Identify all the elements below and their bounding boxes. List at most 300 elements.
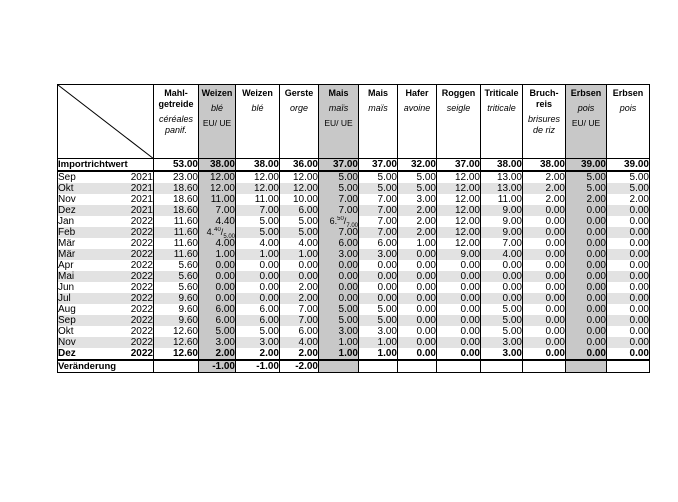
value-cell: 0.00 xyxy=(566,282,607,293)
value-cell: 12.00 xyxy=(437,216,481,227)
value-cell: 0.00 xyxy=(523,315,566,326)
value-cell: 0.00 xyxy=(437,260,481,271)
value-cell: 4.00 xyxy=(481,249,523,260)
value-cell: 12.00 xyxy=(236,183,280,194)
value-cell: 2.00 xyxy=(398,205,437,216)
value-cell: 3.00 xyxy=(481,337,523,348)
value-cell: 0.00 xyxy=(437,293,481,304)
year-cell: 2022 xyxy=(128,260,154,271)
month-cell: Sep xyxy=(58,315,128,326)
value-cell: 0.00 xyxy=(523,260,566,271)
value-cell: 5.60 xyxy=(154,282,199,293)
table-row xyxy=(58,183,650,194)
value-cell: 0.00 xyxy=(437,337,481,348)
month-cell: Mär xyxy=(58,249,128,260)
value-cell: 0.00 xyxy=(566,348,607,360)
value-cell: 5.00 xyxy=(398,183,437,194)
value-cell: 4.00 xyxy=(236,238,280,249)
value-cell: 11.60 xyxy=(154,238,199,249)
value-cell: 0.00 xyxy=(607,326,650,337)
value-cell: 0.00 xyxy=(398,348,437,360)
month-cell: Dez xyxy=(58,348,128,360)
column-header-fr: avoine xyxy=(403,103,431,113)
year-cell: 2022 xyxy=(128,282,154,293)
value-cell: 5.60 xyxy=(154,260,199,271)
month-cell: Dez xyxy=(58,205,128,216)
month-cell: Jul xyxy=(58,293,128,304)
value-cell: 0.00 xyxy=(566,249,607,260)
value-cell: 0.00 xyxy=(437,271,481,282)
value-cell: 5.00 xyxy=(319,304,359,315)
value-cell: 9.00 xyxy=(481,216,523,227)
value-cell: 0.00 xyxy=(398,271,437,282)
value-cell: 2.00 xyxy=(280,293,319,304)
value-cell: 0.00 xyxy=(607,282,650,293)
value-cell: 1.00 xyxy=(199,249,236,260)
value-cell: 12.00 xyxy=(437,194,481,205)
value-cell: 0.00 xyxy=(398,315,437,326)
month-cell: Okt xyxy=(58,326,128,337)
table-row xyxy=(58,205,650,216)
value-cell: 7.00 xyxy=(280,315,319,326)
year-cell: 2022 xyxy=(128,216,154,227)
value-cell: 0.00 xyxy=(437,282,481,293)
value-cell: 0.00 xyxy=(607,348,650,360)
column-header-fr: pois xyxy=(577,103,595,113)
value-cell: 13.00 xyxy=(481,171,523,183)
column-header-fr: maïs xyxy=(368,103,388,113)
value-cell: 12.00 xyxy=(437,205,481,216)
value-cell: 0.00 xyxy=(199,282,236,293)
value-cell: 0.00 xyxy=(236,260,280,271)
column-header-fr: triticale xyxy=(487,103,516,113)
value-cell: 0.00 xyxy=(398,337,437,348)
reference-value: 38.00 xyxy=(523,159,566,172)
value-cell: 0.00 xyxy=(398,293,437,304)
month-cell: Apr xyxy=(58,260,128,271)
value-cell: 0.00 xyxy=(607,227,650,238)
change-value: -1.00 xyxy=(236,360,280,373)
month-cell: Sep xyxy=(58,171,128,183)
value-cell: 2.00 xyxy=(523,183,566,194)
value-cell: 0.00 xyxy=(523,216,566,227)
table-row xyxy=(58,293,650,304)
column-header xyxy=(154,85,199,159)
reference-value: 53.00 xyxy=(154,159,199,172)
value-cell: 0.00 xyxy=(607,249,650,260)
value-cell: 10.00 xyxy=(280,194,319,205)
value-cell: 2.00 xyxy=(280,282,319,293)
year-cell: 2022 xyxy=(128,249,154,260)
value-cell: 0.00 xyxy=(523,282,566,293)
month-cell: Aug xyxy=(58,304,128,315)
value-cell: 7.00 xyxy=(280,304,319,315)
change-value: -1.00 xyxy=(199,360,236,373)
value-cell: 0.00 xyxy=(481,293,523,304)
value-cell: 13.00 xyxy=(481,183,523,194)
value-cell: 12.00 xyxy=(437,238,481,249)
column-header xyxy=(481,85,523,159)
value-cell: 0.00 xyxy=(566,271,607,282)
value-cell: 5.00 xyxy=(280,227,319,238)
value-cell: 7.00 xyxy=(199,205,236,216)
table-row xyxy=(58,271,650,282)
table-row xyxy=(58,337,650,348)
change-value xyxy=(319,360,359,373)
value-cell: 0.00 xyxy=(607,238,650,249)
value-cell: 0.00 xyxy=(566,337,607,348)
value-cell: 4.00 xyxy=(280,337,319,348)
value-cell: 12.60 xyxy=(154,348,199,360)
value-cell: 12.60 xyxy=(154,326,199,337)
column-header xyxy=(437,85,481,159)
value-cell: 0.00 xyxy=(523,205,566,216)
value-cell: 5.00 xyxy=(236,326,280,337)
column-header-fr: blé xyxy=(251,103,264,113)
value-cell: 5.00 xyxy=(319,171,359,183)
value-cell: 5.00 xyxy=(607,171,650,183)
value-cell: 0.00 xyxy=(566,304,607,315)
value-cell: 9.60 xyxy=(154,304,199,315)
value-cell: 0.00 xyxy=(607,293,650,304)
value-cell: 0.00 xyxy=(359,293,398,304)
value-cell: 5.00 xyxy=(359,171,398,183)
value-cell: 18.60 xyxy=(154,194,199,205)
value-cell: 7.00 xyxy=(359,227,398,238)
year-cell: 2022 xyxy=(128,304,154,315)
change-value xyxy=(359,360,398,373)
value-cell: 6.00 xyxy=(236,315,280,326)
column-header xyxy=(319,85,359,159)
value-cell: 2.00 xyxy=(236,348,280,360)
month-cell: Mär xyxy=(58,238,128,249)
table-row xyxy=(58,282,650,293)
value-cell: 7.00 xyxy=(359,216,398,227)
value-cell: 0.00 xyxy=(523,326,566,337)
value-cell: 11.60 xyxy=(154,216,199,227)
year-cell: 2022 xyxy=(128,337,154,348)
value-cell: 6.00 xyxy=(199,315,236,326)
value-cell: 0.00 xyxy=(199,271,236,282)
reference-value: 37.00 xyxy=(319,159,359,172)
table-row xyxy=(58,238,650,249)
reference-value: 38.00 xyxy=(236,159,280,172)
value-cell: 0.00 xyxy=(359,282,398,293)
value-cell: 0.00 xyxy=(607,337,650,348)
table-row xyxy=(58,194,650,205)
reference-value: 37.00 xyxy=(359,159,398,172)
column-header xyxy=(199,85,236,159)
year-cell: 2022 xyxy=(128,326,154,337)
value-cell: 0.00 xyxy=(566,260,607,271)
value-cell: 23.00 xyxy=(154,171,199,183)
value-cell: 0.00 xyxy=(319,271,359,282)
value-cell: 7.00 xyxy=(319,227,359,238)
column-header-de: Erbsen xyxy=(612,88,644,98)
value-cell: 0.00 xyxy=(566,293,607,304)
column-header-de: Hafer xyxy=(405,88,429,98)
value-cell xyxy=(199,227,236,238)
value-cell: 5.00 xyxy=(359,183,398,194)
value-cell: 6.00 xyxy=(236,304,280,315)
year-cell: 2022 xyxy=(128,271,154,282)
value-cell: 12.00 xyxy=(199,171,236,183)
reference-value: 36.00 xyxy=(280,159,319,172)
reference-label: Importrichtwert xyxy=(58,159,154,172)
value-cell: 5.00 xyxy=(236,216,280,227)
value-cell: 5.00 xyxy=(481,326,523,337)
value-cell: 0.00 xyxy=(437,326,481,337)
value-cell: 1.00 xyxy=(236,249,280,260)
value-cell: 2.00 xyxy=(523,171,566,183)
value-cell: 18.60 xyxy=(154,183,199,194)
value-cell: 3.00 xyxy=(398,194,437,205)
value-cell: 0.00 xyxy=(437,315,481,326)
value-cell: 6.00 xyxy=(280,205,319,216)
value-cell: 12.00 xyxy=(437,171,481,183)
value-cell: 0.00 xyxy=(481,271,523,282)
year-cell: 2022 xyxy=(128,348,154,360)
year-cell: 2021 xyxy=(128,171,154,183)
month-cell: Nov xyxy=(58,194,128,205)
value-cell: 0.00 xyxy=(199,260,236,271)
change-value xyxy=(398,360,437,373)
table-row xyxy=(58,249,650,260)
value-cell: 5.00 xyxy=(607,183,650,194)
value-cell: 2.00 xyxy=(566,194,607,205)
value-cell: 0.00 xyxy=(566,238,607,249)
value-cell: 0.00 xyxy=(319,293,359,304)
fraction-value: $6.50/_{7.00}$ xyxy=(329,216,358,227)
value-cell: 2.00 xyxy=(280,348,319,360)
table-row xyxy=(58,348,650,360)
value-cell: 5.00 xyxy=(319,315,359,326)
year-cell: 2021 xyxy=(128,183,154,194)
value-cell: 0.00 xyxy=(319,282,359,293)
column-header xyxy=(398,85,437,159)
value-cell: 3.00 xyxy=(359,249,398,260)
value-cell: 1.00 xyxy=(359,348,398,360)
value-cell: 0.00 xyxy=(523,249,566,260)
column-header-de: Erbsen xyxy=(570,88,602,98)
year-cell: 2021 xyxy=(128,205,154,216)
value-cell: 0.00 xyxy=(523,304,566,315)
column-header-eu: EU/ UE xyxy=(571,118,601,128)
column-header-de: Bruch- reis xyxy=(529,88,559,109)
value-cell: 6.00 xyxy=(319,238,359,249)
value-cell: 7.00 xyxy=(236,205,280,216)
table-row xyxy=(58,304,650,315)
column-header-fr: brisures de riz xyxy=(527,114,560,135)
year-cell: 2022 xyxy=(128,238,154,249)
value-cell: 2.00 xyxy=(398,216,437,227)
table-row xyxy=(58,315,650,326)
month-cell: Mai xyxy=(58,271,128,282)
value-cell: 4.00 xyxy=(199,238,236,249)
column-header-fr: seigle xyxy=(446,103,471,113)
value-cell: 12.00 xyxy=(437,183,481,194)
value-cell: 0.00 xyxy=(398,249,437,260)
value-cell: 0.00 xyxy=(607,260,650,271)
column-header xyxy=(236,85,280,159)
column-header-de: Weizen xyxy=(242,88,273,98)
value-cell: 5.00 xyxy=(319,183,359,194)
year-cell: 2022 xyxy=(128,293,154,304)
value-cell: 5.00 xyxy=(236,227,280,238)
value-cell: 0.00 xyxy=(398,260,437,271)
value-cell: 5.00 xyxy=(280,216,319,227)
column-header-fr: maïs xyxy=(328,103,349,113)
change-value xyxy=(154,360,199,373)
value-cell: 9.00 xyxy=(481,227,523,238)
value-cell: 0.00 xyxy=(199,293,236,304)
value-cell: 0.00 xyxy=(398,304,437,315)
month-cell: Feb xyxy=(58,227,128,238)
value-cell: 7.00 xyxy=(319,205,359,216)
value-cell: 0.00 xyxy=(607,315,650,326)
value-cell: 0.00 xyxy=(398,326,437,337)
value-cell: 12.00 xyxy=(199,183,236,194)
value-cell: 7.00 xyxy=(359,194,398,205)
value-cell: 0.00 xyxy=(607,271,650,282)
value-cell: 12.00 xyxy=(236,171,280,183)
value-cell: 0.00 xyxy=(481,282,523,293)
column-header-fr: orge xyxy=(289,103,308,113)
value-cell: 12.00 xyxy=(280,171,319,183)
column-header xyxy=(566,85,607,159)
value-cell: 0.00 xyxy=(566,326,607,337)
value-cell: 7.00 xyxy=(359,205,398,216)
value-cell: 0.00 xyxy=(566,315,607,326)
value-cell: 2.00 xyxy=(607,194,650,205)
value-cell: 0.00 xyxy=(523,337,566,348)
change-value xyxy=(437,360,481,373)
value-cell: 0.00 xyxy=(236,271,280,282)
diagonal-line xyxy=(58,85,154,159)
value-cell: 11.00 xyxy=(236,194,280,205)
value-cell: 9.00 xyxy=(481,205,523,216)
value-cell: 0.00 xyxy=(523,348,566,360)
change-value xyxy=(607,360,650,373)
value-cell: 4.00 xyxy=(280,238,319,249)
column-header-fr: pois xyxy=(619,103,637,113)
column-header-eu: EU/ UE xyxy=(324,118,353,128)
value-cell: 0.00 xyxy=(523,238,566,249)
value-cell: 0.00 xyxy=(607,205,650,216)
column-header-eu: EU/ UE xyxy=(202,118,232,128)
column-header xyxy=(359,85,398,159)
value-cell: 6.00 xyxy=(359,238,398,249)
column-header-de: Roggen xyxy=(441,88,476,98)
column-header-de: Triticale xyxy=(484,88,519,98)
month-cell: Nov xyxy=(58,337,128,348)
value-cell: 0.00 xyxy=(523,227,566,238)
value-cell: 0.00 xyxy=(359,260,398,271)
value-cell: 1.00 xyxy=(280,249,319,260)
value-cell: 0.00 xyxy=(607,304,650,315)
column-header-de: Mais xyxy=(367,88,388,98)
value-cell: 5.00 xyxy=(481,304,523,315)
change-value xyxy=(523,360,566,373)
value-cell: 0.00 xyxy=(523,271,566,282)
table-row xyxy=(58,260,650,271)
table-row xyxy=(58,227,650,238)
table-row xyxy=(58,326,650,337)
change-value: -2.00 xyxy=(280,360,319,373)
value-cell: 9.60 xyxy=(154,315,199,326)
value-cell: 7.00 xyxy=(319,194,359,205)
reference-row xyxy=(58,159,650,172)
value-cell: 0.00 xyxy=(236,293,280,304)
column-header-de: Mahl- getreide xyxy=(158,88,194,109)
change-row xyxy=(58,360,650,373)
value-cell: 2.00 xyxy=(523,194,566,205)
value-cell: 11.60 xyxy=(154,249,199,260)
value-cell: 6.00 xyxy=(280,326,319,337)
value-cell: 12.00 xyxy=(437,227,481,238)
value-cell: 3.00 xyxy=(319,249,359,260)
value-cell: 0.00 xyxy=(566,227,607,238)
value-cell: 18.60 xyxy=(154,205,199,216)
value-cell: 2.00 xyxy=(199,348,236,360)
value-cell: 5.00 xyxy=(566,183,607,194)
value-cell: 0.00 xyxy=(607,216,650,227)
column-header-de: Mais xyxy=(328,88,349,98)
value-cell: 3.00 xyxy=(319,326,359,337)
value-cell: 5.00 xyxy=(199,326,236,337)
value-cell xyxy=(319,216,359,227)
value-cell: 1.00 xyxy=(398,238,437,249)
value-cell: 5.00 xyxy=(398,171,437,183)
change-label: Veränderung xyxy=(58,360,154,373)
year-cell: 2022 xyxy=(128,227,154,238)
header-row xyxy=(58,85,650,159)
value-cell: 0.00 xyxy=(359,271,398,282)
column-header-fr: blé xyxy=(210,103,223,113)
import-reference-table xyxy=(57,84,650,373)
column-header-fr: céréales panif. xyxy=(158,114,194,135)
value-cell: 0.00 xyxy=(398,282,437,293)
corner-cell xyxy=(58,85,154,159)
value-cell: 1.00 xyxy=(319,337,359,348)
value-cell: 9.00 xyxy=(437,249,481,260)
value-cell: 0.00 xyxy=(319,260,359,271)
value-cell: 0.00 xyxy=(437,304,481,315)
value-cell: 6.00 xyxy=(199,304,236,315)
value-cell: 12.60 xyxy=(154,337,199,348)
value-cell: 0.00 xyxy=(280,271,319,282)
value-cell: 2.00 xyxy=(398,227,437,238)
value-cell: 5.60 xyxy=(154,271,199,282)
value-cell: 11.00 xyxy=(199,194,236,205)
year-cell: 2021 xyxy=(128,194,154,205)
value-cell: 3.00 xyxy=(199,337,236,348)
reference-value: 39.00 xyxy=(566,159,607,172)
table-row xyxy=(58,216,650,227)
value-cell: 11.60 xyxy=(154,227,199,238)
value-cell: 5.00 xyxy=(359,315,398,326)
fraction-value: $4.40/_{5.00}$ xyxy=(206,227,235,238)
value-cell: 0.00 xyxy=(523,293,566,304)
year-cell: 2022 xyxy=(128,315,154,326)
column-header-de: Weizen xyxy=(201,88,233,98)
value-cell: 0.00 xyxy=(566,216,607,227)
value-cell: 0.00 xyxy=(280,260,319,271)
value-cell: 1.00 xyxy=(359,337,398,348)
value-cell: 5.00 xyxy=(566,171,607,183)
value-cell: 0.00 xyxy=(236,282,280,293)
column-header xyxy=(607,85,650,159)
